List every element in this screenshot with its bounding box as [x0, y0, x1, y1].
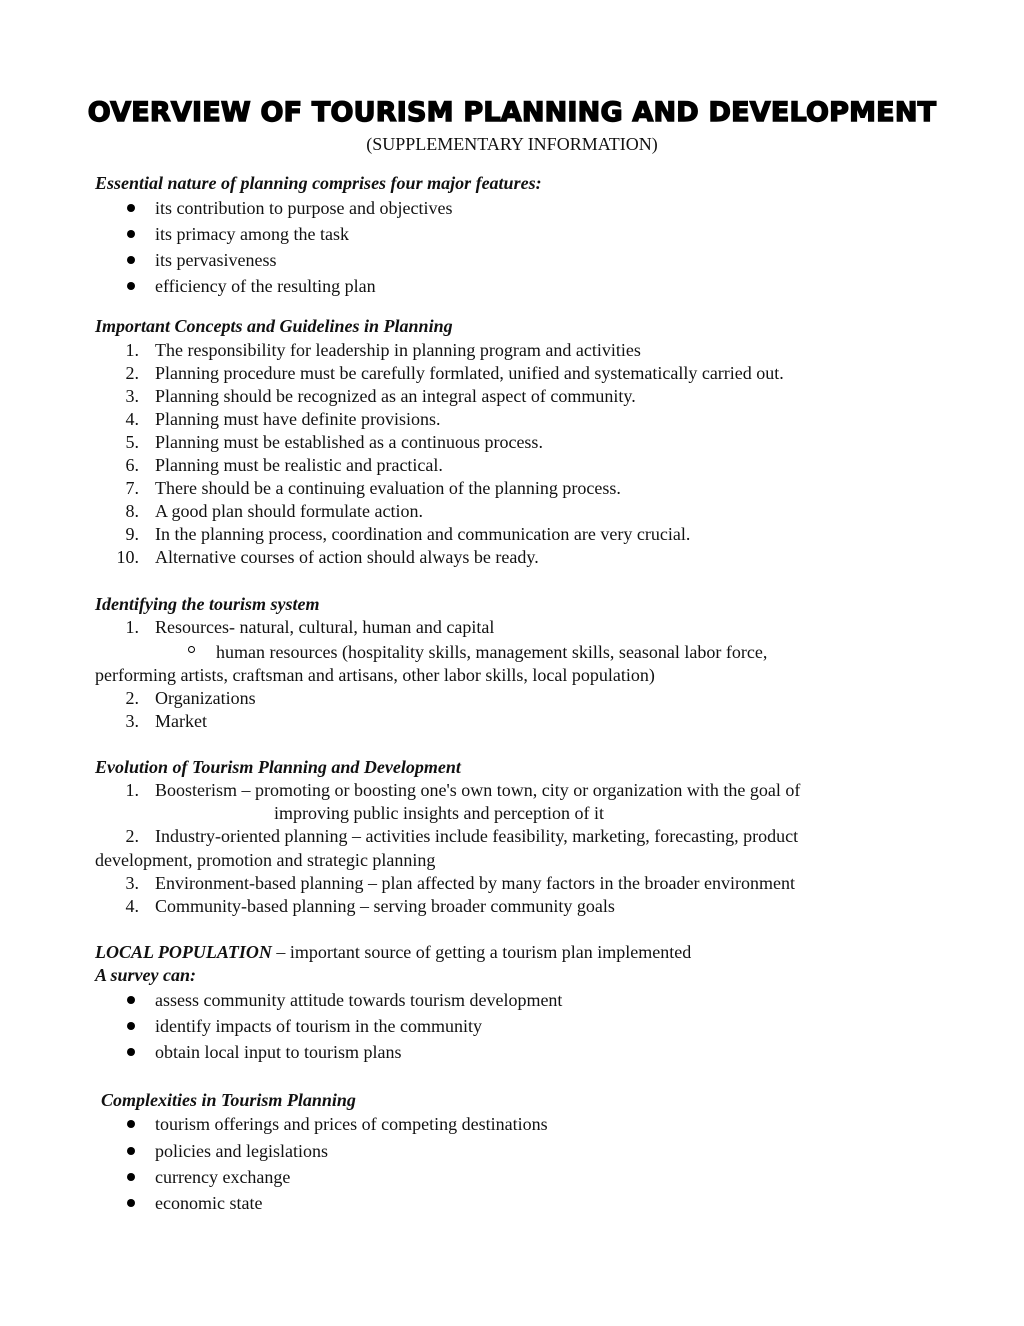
list-number: 6. [125, 455, 139, 475]
list-item: Industry-oriented planning – activities include feasibility, marketing, forecasting, product [155, 826, 799, 846]
local-population-term: LOCAL POPULATION [95, 942, 272, 962]
list-item: tourism offerings and prices of competing destinations [155, 1114, 548, 1134]
list-item: Planning should be recognized as an integral aspect of community. [155, 386, 636, 406]
list-item: Community-based planning – serving broader community goals [155, 896, 615, 916]
local-population-definition: – important source of getting a tourism plan implemented [271, 942, 692, 962]
list-number: 3. [125, 386, 139, 406]
list-item: currency exchange [155, 1167, 291, 1187]
list-item: Resources- natural, cultural, human and capital [155, 617, 495, 637]
list-item: The responsibility for leadership in planning program and activities [155, 340, 641, 360]
bullet-icon [127, 1120, 135, 1128]
list-item: identify impacts of tourism in the community [155, 1016, 482, 1036]
list-item-continuation: development, promotion and strategic planning [95, 850, 436, 870]
list-item: Alternative courses of action should always be ready. [155, 547, 539, 567]
section-heading-complexities: Complexities in Tourism Planning [101, 1090, 356, 1110]
survey-heading: A survey can: [95, 965, 196, 985]
list-item: efficiency of the resulting plan [155, 276, 376, 296]
sub-list-item-continuation: performing artists, craftsman and artisans, other labor skills, local population) [95, 665, 655, 685]
list-item: Planning procedure must be carefully formlated, unified and systematically carried out. [155, 363, 784, 383]
list-item: Planning must be established as a continuous process. [155, 432, 543, 452]
list-number: 5. [125, 432, 139, 452]
bullet-icon [127, 1199, 135, 1207]
list-number: 3. [125, 711, 139, 731]
list-item: policies and legislations [155, 1141, 328, 1161]
list-item: its contribution to purpose and objectives [155, 198, 453, 218]
list-item: Environment-based planning – plan affected by many factors in the broader environment [155, 873, 795, 893]
list-number: 9. [125, 524, 139, 544]
bullet-icon [127, 996, 135, 1004]
bullet-icon [127, 256, 135, 264]
list-number: 1. [125, 780, 139, 800]
list-number: 2. [125, 688, 139, 708]
list-item-continuation: improving public insights and perception of it [274, 803, 604, 823]
bullet-icon [127, 1048, 135, 1056]
list-item: Organizations [155, 688, 256, 708]
bullet-icon [127, 1022, 135, 1030]
list-number: 2. [125, 826, 139, 846]
sub-list-item: human resources (hospitality skills, management skills, seasonal labor force, [216, 642, 768, 662]
list-item: A good plan should formulate action. [155, 501, 423, 521]
list-number: 8. [125, 501, 139, 521]
bullet-icon [127, 1147, 135, 1155]
list-item: its pervasiveness [155, 250, 277, 270]
section-heading-essential-nature: Essential nature of planning comprises four major features: [95, 173, 542, 193]
list-number: 10. [116, 547, 139, 567]
list-number: 7. [125, 478, 139, 498]
list-number: 1. [125, 617, 139, 637]
list-item: In the planning process, coordination and communication are very crucial. [155, 524, 691, 544]
list-number: 4. [125, 409, 139, 429]
list-item: Market [155, 711, 207, 731]
list-item: obtain local input to tourism plans [155, 1042, 402, 1062]
list-item: assess community attitude towards tourism development [155, 990, 563, 1010]
list-item: Planning must be realistic and practical. [155, 455, 443, 475]
section-heading-concepts: Important Concepts and Guidelines in Planning [95, 316, 453, 336]
bullet-icon [127, 1173, 135, 1181]
list-item: There should be a continuing evaluation of the planning process. [155, 478, 621, 498]
local-population-line [95, 941, 691, 963]
page-subtitle: (SUPPLEMENTARY INFORMATION) [366, 134, 658, 154]
list-number: 4. [125, 896, 139, 916]
section-heading-tourism-system: Identifying the tourism system [95, 594, 320, 614]
list-item: its primacy among the task [155, 224, 349, 244]
list-item: economic state [155, 1193, 263, 1213]
list-number: 2. [125, 363, 139, 383]
bullet-icon [127, 230, 135, 238]
circle-bullet-icon [188, 646, 195, 653]
list-number: 3. [125, 873, 139, 893]
list-item: Boosterism – promoting or boosting one's own town, city or organization with the goal of [155, 780, 801, 800]
bullet-icon [127, 282, 135, 290]
list-item: Planning must have definite provisions. [155, 409, 441, 429]
bullet-icon [127, 204, 135, 212]
list-number: 1. [125, 340, 139, 360]
section-heading-evolution: Evolution of Tourism Planning and Development [95, 757, 461, 777]
page-title: OVERVIEW OF TOURISM PLANNING AND DEVELOPMENT [87, 97, 937, 128]
